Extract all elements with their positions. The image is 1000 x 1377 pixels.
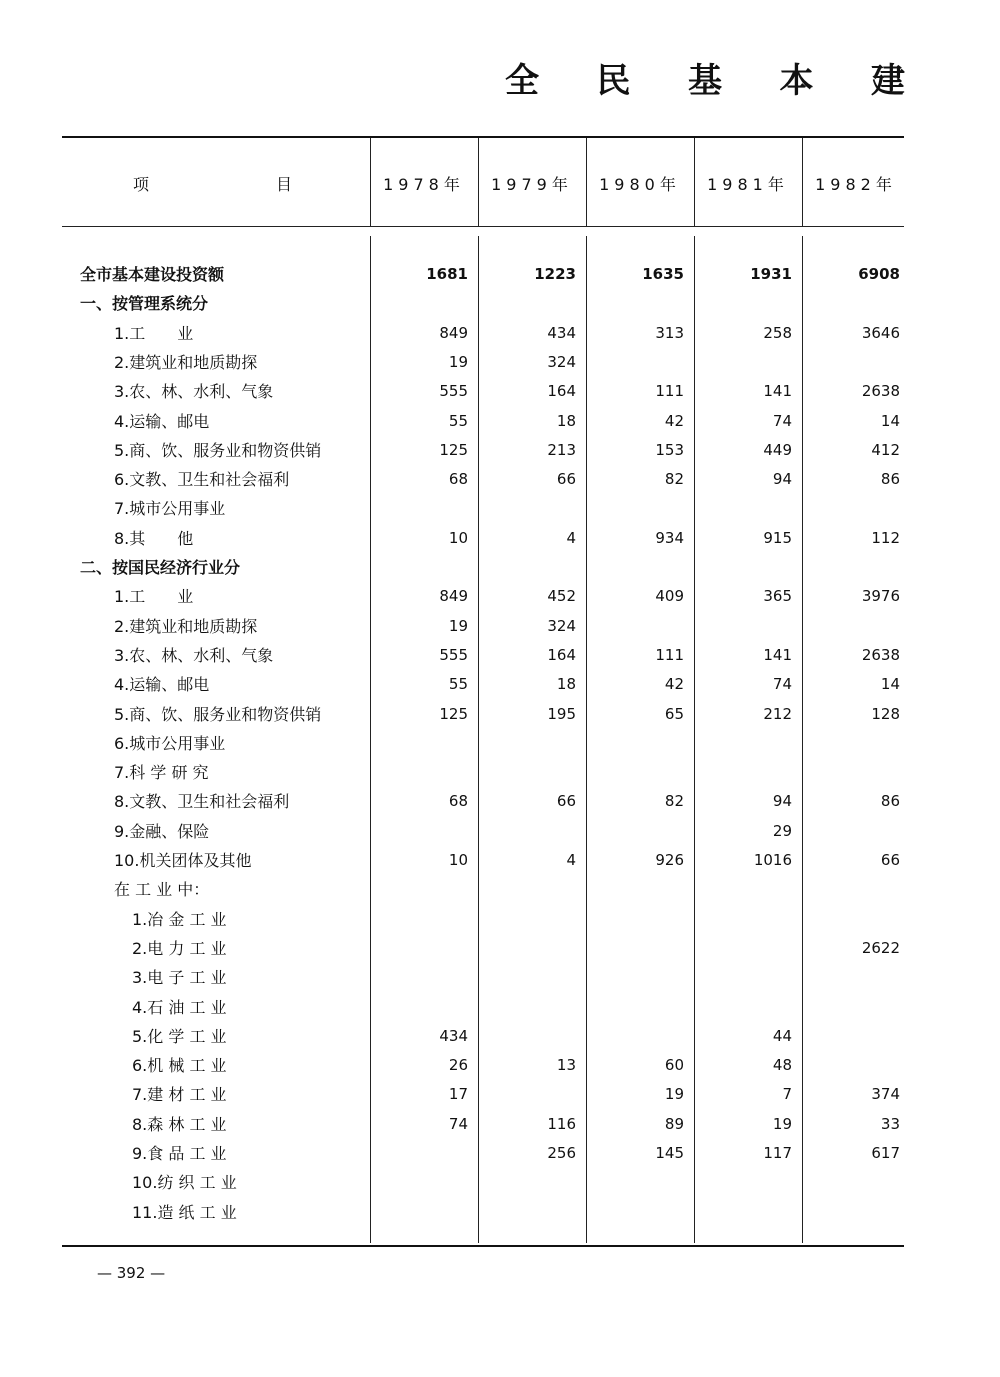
cell-value: 3976 [861,587,900,606]
cell-value: 33 [880,1114,900,1133]
cell-value: 48 [772,1056,792,1075]
header-rule [62,226,904,227]
cell-value: 449 [763,440,792,459]
table-row [62,670,904,699]
table-row [62,1080,904,1109]
cell-value: 434 [439,1026,468,1045]
cell-value: 17 [448,1085,468,1104]
year-header-2: 1980年 [599,175,681,194]
cell-value: 849 [439,323,468,342]
cell-value: 55 [448,675,468,694]
table-row [62,289,904,318]
cell-value: 74 [772,411,792,430]
table-row [62,260,904,289]
table-row [62,1051,904,1080]
column-divider-head [370,138,371,226]
cell-value: 125 [439,440,468,459]
cell-value: 3646 [861,323,900,342]
cell-value: 13 [556,1056,576,1075]
row-label: 6.城市公用事业 [114,733,226,753]
cell-value: 452 [547,587,576,606]
cell-value: 89 [664,1114,684,1133]
year-header-0: 1978年 [383,175,465,194]
cell-value: 112 [871,528,900,547]
row-label: 3.农、林、水利、气象 [114,645,274,665]
cell-value: 14 [880,411,900,430]
cell-value: 1016 [753,851,792,869]
cell-value: 82 [664,470,684,489]
table-row [62,787,904,816]
table-row [62,436,904,465]
year-header-4: 1982年 [815,175,897,194]
cell-value: 74 [772,675,792,694]
cell-value: 412 [871,440,900,459]
bottom-rule [62,1245,904,1247]
cell-value: 141 [763,645,792,664]
cell-value: 14 [880,675,900,694]
row-label: 5.商、饮、服务业和物资供销 [114,440,322,460]
cell-value: 111 [655,645,684,664]
cell-value: 1223 [534,265,576,283]
cell-value: 55 [448,411,468,430]
cell-value: 213 [547,440,576,459]
cell-value: 128 [871,704,900,723]
table-row [62,582,904,611]
row-label: 4.石 油 工 业 [132,997,227,1017]
cell-value: 19 [664,1085,684,1104]
row-label: 8.森 林 工 业 [132,1114,227,1134]
cell-value: 434 [547,323,576,342]
cell-value: 94 [772,792,792,811]
row-label: 全市基本建设投资额 [80,265,225,284]
cell-value: 117 [763,1144,792,1162]
table-row [62,465,904,494]
title-char: 基 [688,60,722,101]
header-item-label-right: 目 [276,175,293,194]
cell-value: 66 [556,792,576,811]
table-row [62,875,904,904]
cell-value: 82 [664,792,684,811]
cell-value: 19 [772,1114,792,1133]
cell-value: 1635 [642,265,684,283]
row-label: 10.机关团体及其他 [114,851,252,870]
cell-value: 141 [763,382,792,401]
table-row [62,1110,904,1139]
title-char: 民 [596,60,631,101]
cell-value: 153 [655,440,684,459]
cell-value: 212 [763,704,792,723]
cell-value: 164 [547,382,576,401]
cell-value: 374 [871,1085,900,1104]
cell-value: 19 [448,616,468,635]
row-label: 11.造 纸 工 业 [132,1202,237,1222]
table-row [62,524,904,553]
table-row [62,905,904,934]
row-label: 2.电 力 工 业 [132,938,227,958]
row-label: 1.工 业 [114,323,194,343]
cell-value: 86 [880,470,900,489]
row-label: 9.金融、保险 [114,821,210,841]
cell-value: 86 [880,792,900,811]
cell-value: 66 [880,851,900,869]
row-label: 3.农、林、水利、气象 [114,382,274,402]
cell-value: 555 [439,382,468,401]
table-row [62,641,904,670]
row-label: 3.电 子 工 业 [132,968,227,988]
cell-value: 19 [448,352,468,371]
column-divider-head [802,138,803,226]
table-row [62,993,904,1022]
row-label: 10.纺 织 工 业 [132,1173,237,1193]
cell-value: 29 [772,821,792,840]
cell-value: 18 [556,675,576,694]
table-row [62,934,904,963]
title-char: 全 [505,60,539,101]
year-header-3: 1981年 [707,175,789,194]
row-label: 二、按国民经济行业分 [80,558,241,577]
row-label: 一、按管理系统分 [80,294,209,314]
header-item-label-left: 项 [133,175,150,194]
cell-value: 10 [448,851,468,869]
cell-value: 2638 [861,645,900,664]
row-label: 7.城市公用事业 [114,499,226,519]
row-label: 7.建 材 工 业 [132,1085,227,1105]
table-row [62,846,904,875]
row-label: 6.文教、卫生和社会福利 [114,470,290,490]
cell-value: 145 [655,1144,684,1162]
row-label: 6.机 械 工 业 [132,1056,227,1076]
row-label: 8.其 他 [114,528,194,548]
table-row [62,1022,904,1051]
cell-value: 7 [782,1085,792,1104]
cell-value: 195 [547,704,576,723]
column-divider-head [694,138,695,226]
table-row [62,963,904,992]
table-row [62,553,904,582]
table-row [62,700,904,729]
row-label: 1.工 业 [114,587,194,607]
cell-value: 10 [448,528,468,547]
cell-value: 4 [566,528,576,547]
table-row [62,817,904,846]
row-label: 4.运输、邮电 [114,411,210,431]
year-header-1: 1979年 [491,175,573,194]
row-label: 2.建筑业和地质勘探 [114,616,258,636]
cell-value: 926 [655,851,684,869]
row-label: 5.化 学 工 业 [132,1026,227,1046]
cell-value: 915 [763,528,792,547]
cell-value: 60 [664,1056,684,1075]
table-row [62,1168,904,1197]
cell-value: 555 [439,645,468,664]
row-label: 5.商、饮、服务业和物资供销 [114,704,322,724]
table-row [62,729,904,758]
cell-value: 125 [439,704,468,723]
cell-value: 2638 [861,382,900,401]
cell-value: 4 [566,851,576,869]
column-divider-head [586,138,587,226]
cell-value: 26 [448,1056,468,1075]
table-row [62,758,904,787]
page-title [505,52,905,102]
cell-value: 42 [664,411,684,430]
cell-value: 849 [439,587,468,606]
table-row [62,1198,904,1227]
page-number: — 392 — [97,1264,166,1282]
cell-value: 111 [655,382,684,401]
cell-value: 365 [763,587,792,606]
cell-value: 68 [448,470,468,489]
cell-value: 2622 [861,938,900,957]
title-char: 建 [871,60,905,101]
cell-value: 617 [871,1144,900,1162]
cell-value: 66 [556,470,576,489]
cell-value: 313 [655,323,684,342]
table-row [62,319,904,348]
row-label: 4.运输、邮电 [114,675,210,695]
cell-value: 68 [448,792,468,811]
table-row [62,348,904,377]
cell-value: 1931 [750,265,792,283]
cell-value: 164 [547,645,576,664]
cell-value: 18 [556,411,576,430]
cell-value: 934 [655,528,684,547]
cell-value: 116 [547,1114,576,1133]
top-rule [62,136,904,138]
row-label: 9.食 品 工 业 [132,1144,227,1163]
title-char: 本 [779,60,814,101]
cell-value: 258 [763,323,792,342]
cell-value: 324 [547,616,576,635]
cell-value: 74 [448,1114,468,1133]
cell-value: 409 [655,587,684,606]
table-row [62,407,904,436]
cell-value: 324 [547,352,576,371]
cell-value: 94 [772,470,792,489]
table-row [62,1139,904,1168]
table-row [62,494,904,523]
cell-value: 42 [664,675,684,694]
cell-value: 44 [772,1026,792,1045]
row-label: 在 工 业 中： [114,880,210,900]
row-label: 2.建筑业和地质勘探 [114,352,258,372]
table-row [62,377,904,406]
cell-value: 1681 [426,265,468,283]
cell-value: 65 [664,704,684,723]
row-label: 8.文教、卫生和社会福利 [114,792,290,812]
column-divider-head [478,138,479,226]
cell-value: 6908 [858,265,900,283]
row-label: 7.科 学 研 究 [114,763,209,783]
table-row [62,612,904,641]
row-label: 1.冶 金 工 业 [132,909,227,929]
cell-value: 256 [547,1144,576,1162]
